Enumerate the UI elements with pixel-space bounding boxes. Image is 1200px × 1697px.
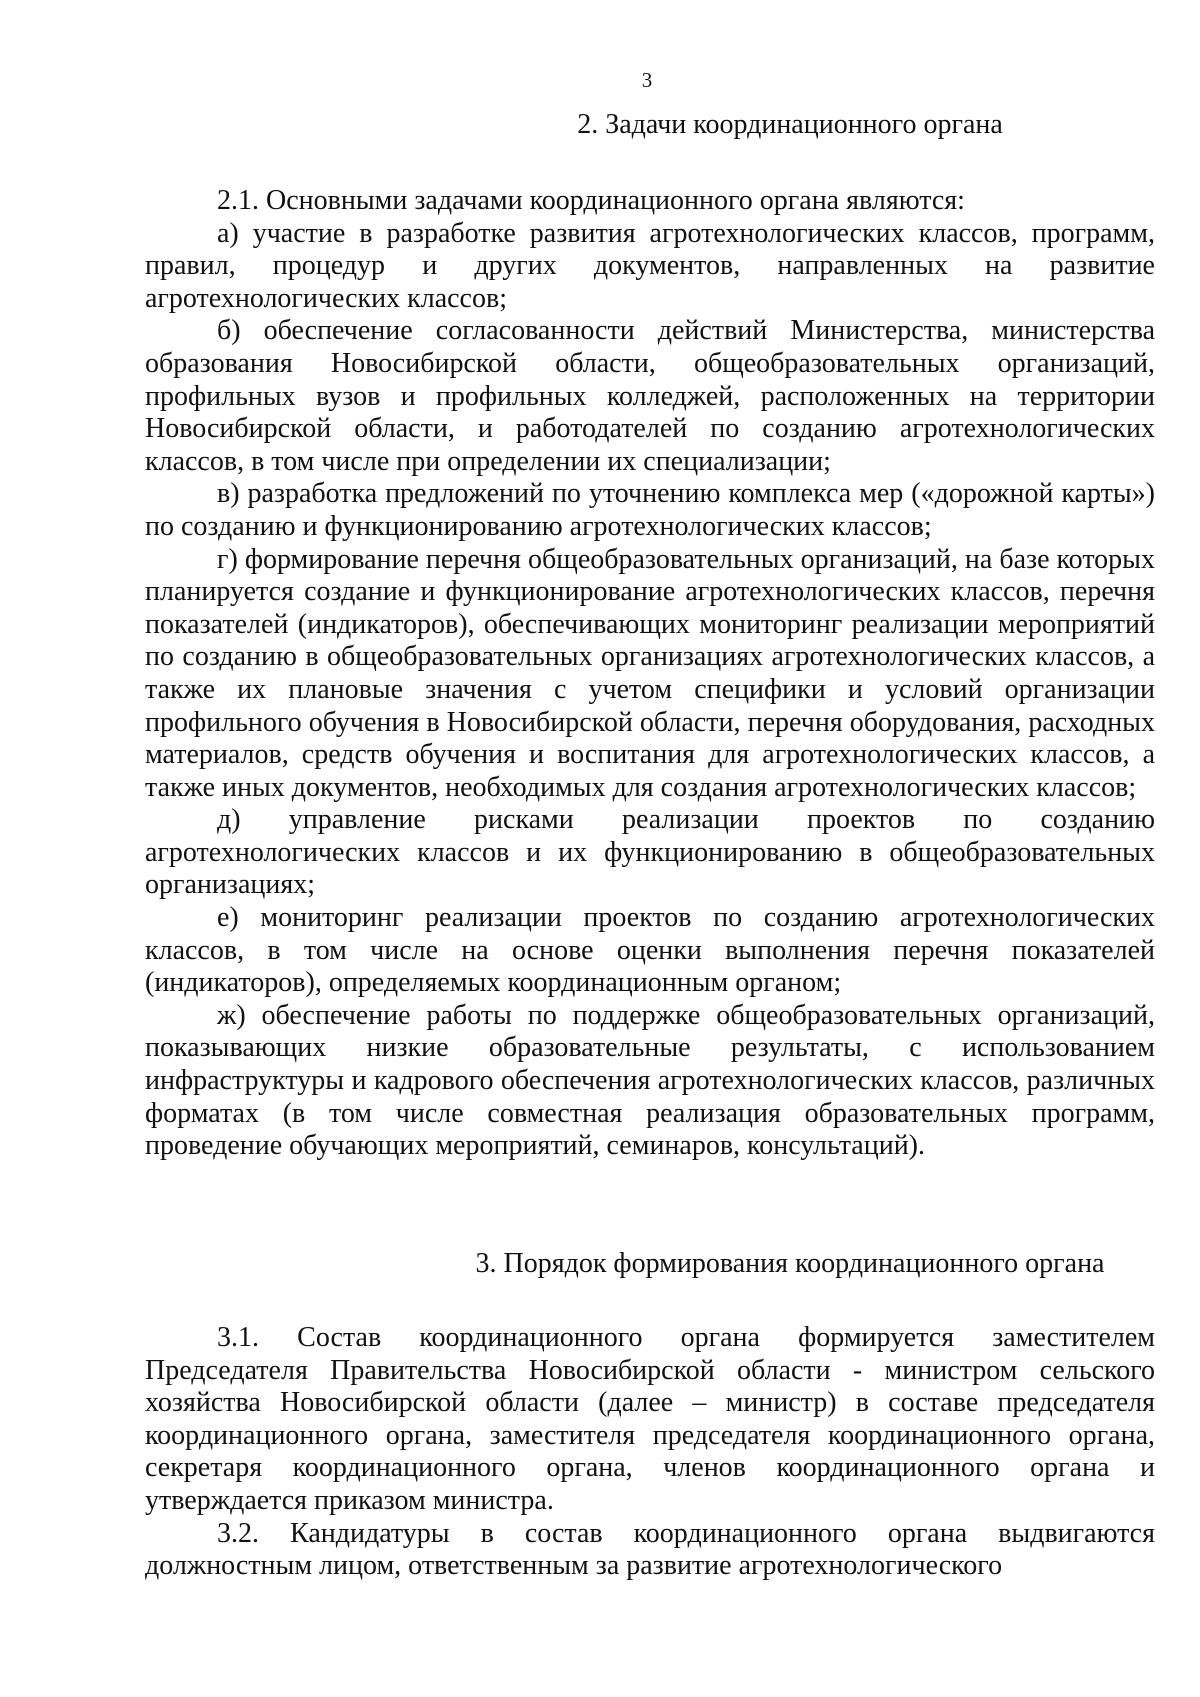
paragraph-2-1-zh: ж) обеспечение работы по поддержке общеобразовательных организаций, показывающих низкие образовательные результаты, с использованием инфраструктуры и кадрового обеспечения агротехнологических классов, различных форматах (в том числе совместная реализация образовательных программ, проведение обучающих мероприятий, семинаров, консультаций).	[145, 999, 1155, 1162]
section-2-heading-wrap	[145, 109, 1200, 142]
paragraph-2-1: 2.1. Основными задачами координационного органа являются:	[217, 185, 965, 216]
paragraph-3-1: 3.1. Состав координационного органа формируется заместителем Председателя Правительства Новосибирской области - министром сельского хозяйства Новосибирской области (далее – министр) в составе председателя координационного органа, заместителя председателя координационного органа, секретаря координационного органа, членов координационного органа и утверждается приказом министра.	[145, 1322, 1155, 1516]
section-2-body	[145, 185, 1155, 1163]
page-number: 3	[641, 68, 653, 92]
paragraph-2-1-v: в) разработка предложений по уточнению комплекса мер («дорожной карты») по созданию и функционированию агротехнологических классов;	[145, 478, 1155, 542]
section-2-title: 2. Задачи координационного органа	[577, 109, 1003, 140]
paragraph-2-1-g: г) формирование перечня общеобразовательных организаций, на базе которых планируется создание и функционирование агротехнологических классов, перечня показателей (индикаторов), обеспечивающих мониторинг реализации мероприятий по созданию в общеобразовательных организациях агротехнологических классов, а также их плановые значения с учетом специфики и условий организации профильного обучения в Новосибирской области, перечня оборудования, расходных материалов, средств обучения и воспитания для агротехнологических классов, а также иных документов, необходимых для создания агротехнологических классов;	[145, 543, 1155, 803]
paragraph-2-1-d: д) управление рисками реализации проектов по созданию агротехнологических классов и их функционированию в общеобразовательных организациях;	[145, 804, 1155, 901]
paragraph-2-1-b: б) обеспечение согласованности действий Министерства, министерства образования Новосибирской области, общеобразовательных организаций, профильных вузов и профильных колледжей, расположенных на территории Новосибирской области, и работодателей по созданию агротехнологических классов, в том числе при определении их специализации;	[145, 315, 1155, 477]
section-3-heading-wrap	[145, 1248, 1200, 1281]
paragraph-2-1-e: е) мониторинг реализации проектов по созданию агротехнологических классов, в том числе на основе оценки выполнения перечня показателей (индикаторов), определяемых координационным органом;	[145, 902, 1155, 999]
section-3-body	[145, 1322, 1155, 1583]
section-3-title: 3. Порядок формирования координационного органа	[475, 1248, 1105, 1279]
paragraph-3-2: 3.2. Кандидатуры в состав координационного органа выдвигаются должностным лицом, ответственным за развитие агротехнологического	[145, 1517, 1155, 1582]
paragraph-2-1-a: а) участие в разработке развития агротехнологических классов, программ, правил, процедур и других документов, направленных на развитие агротехнологических классов;	[145, 217, 1155, 314]
